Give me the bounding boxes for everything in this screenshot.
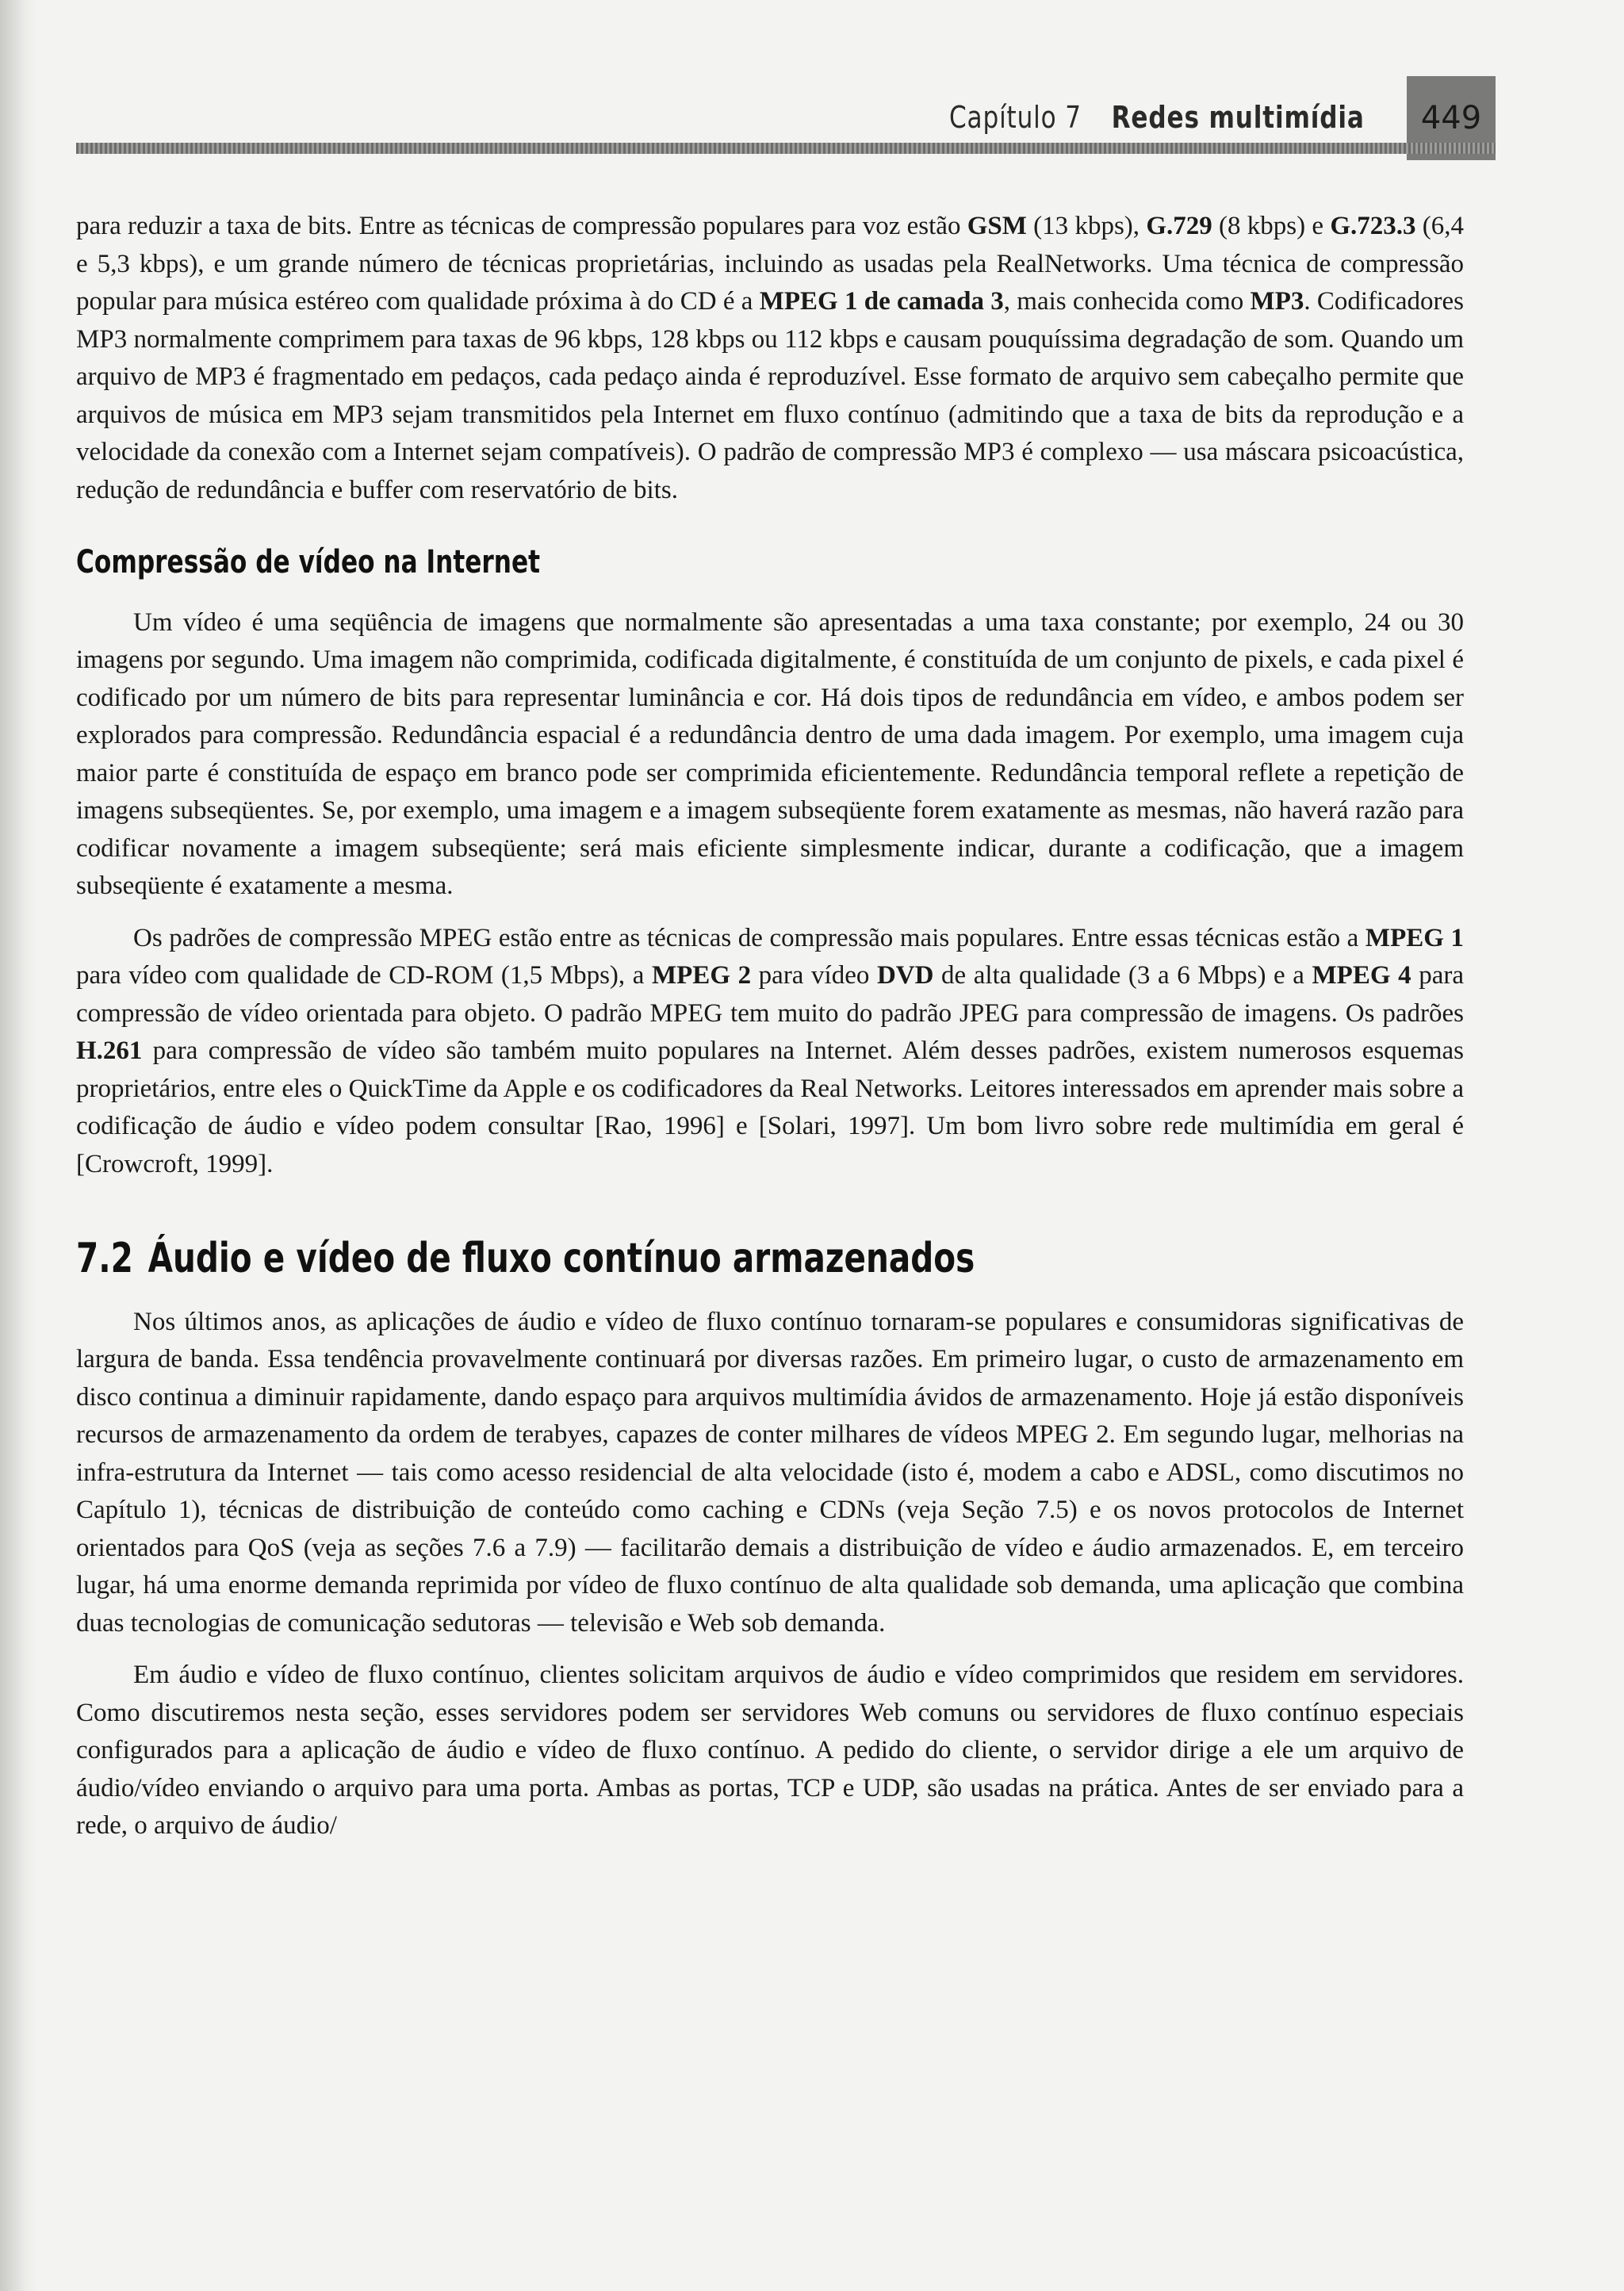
paragraph-mpeg-standards	[76, 920, 1464, 1184]
bold-term: DVD	[876, 961, 934, 990]
text-run: para compressão de vídeo são também muito populares na Internet. Além desses padrões, existem numerosos esquemas proprietários, entre eles o QuickTime da Apple e os codificadores da Real Networks. Leitores interessados em aprender mais sobre a codificação de áudio e vídeo podem consultar [Rao, 1996] e [Solari, 1997]. Um bom livro sobre rede multimídia em geral é [Crowcroft, 1999].	[76, 1036, 1464, 1178]
text-run: Um vídeo é uma seqüência de imagens que normalmente são apresentadas a uma taxa constante; por exemplo, 24 ou 30 imagens por segundo. Uma imagem não comprimida, codificada digitalmente, é constituída de um conjunto de pixels, e cada pixel é codificado por um número de bits para representar luminância e cor. Há dois tipos de redundância em vídeo, e ambos podem ser explorados para compressão. Redundância espacial é a redundância dentro de uma dada imagem. Por exemplo, uma imagem cuja maior parte é constituída de espaço em branco pode ser comprimida eficientemente. Redundância temporal reflete a repetição de imagens subseqüentes. Se, por exemplo, uma imagem e a imagem subseqüente forem exatamente as mesmas, não haverá razão para codificar novamente a imagem subseqüente; será mais eficiente simplesmente indicar, durante a codificação, que a imagem subseqüente é exatamente a mesma.	[76, 607, 1464, 900]
bold-term: MPEG 4	[1312, 961, 1411, 990]
section-number: 7.2	[76, 1235, 133, 1282]
text-run: para compressão de vídeo orientada para objeto. O padrão MPEG tem muito do padrão JPEG para compressão de imagens. Os padrões	[76, 961, 1464, 1028]
text-run: de alta qualidade (3 a 6 Mbps) e a	[933, 961, 1312, 990]
text-run: (13 kbps),	[1026, 212, 1147, 240]
running-head	[76, 97, 1496, 152]
text-run: . Codificadores MP3 normalmente comprimem para taxas de 96 kbps, 128 kbps ou 112 kbps e causam pouquíssima degradação de som. Quando um arquivo de MP3 é fragmentado em pedaços, cada pedaço ainda é reproduzível. Esse formato de arquivo sem cabeçalho permite que arquivos de música em MP3 sejam transmitidos pela Internet em fluxo contínuo (admitindo que a taxa de bits da reprodução e a velocidade da conexão com a Internet sejam compatíveis). O padrão de compressão MP3 é complexo — usa máscara psicoacústica, redução de redundância e buffer com reservatório de bits.	[76, 287, 1464, 504]
section-label: Redes multimídia	[1111, 100, 1365, 135]
text-run: (6,4 e 5,3 kbps), e um grande número de técnicas proprietárias, incluindo as usadas pela RealNetworks. Uma técnica de compressão popular para música estéreo com qualidade próxima à do CD é a	[76, 212, 1464, 316]
text-run: Os padrões de compressão MPEG estão entre as técnicas de compressão mais populares. Entre essas técnicas estão a	[133, 923, 1365, 952]
text-run: Em áudio e vídeo de fluxo contínuo, clientes solicitam arquivos de áudio e vídeo comprimidos que residem em servidores. Como discutiremos nesta seção, esses servidores podem ser servidores Web comuns ou servidores de fluxo contínuo especiais configurados para a aplicação de áudio e vídeo de fluxo contínuo. A pedido do cliente, o servidor dirige a ele um arquivo de áudio/vídeo enviando o arquivo para uma porta. Ambas as portas, TCP e UDP, são usadas na prática. Antes de ser enviado para a rede, o arquivo de áudio/	[76, 1661, 1464, 1840]
running-head-text	[949, 100, 1365, 135]
section-heading	[76, 1235, 1159, 1282]
bold-term: H.261	[76, 1036, 143, 1065]
bold-term: GSM	[967, 212, 1027, 240]
page-edge-shadow	[0, 0, 36, 2291]
chapter-label: Capítulo 7	[949, 100, 1082, 135]
text-run: para reduzir a taxa de bits. Entre as técnicas de compressão populares para voz estão	[76, 212, 967, 240]
bold-term: MP3	[1250, 287, 1304, 316]
paragraph-streaming-clients	[76, 1657, 1464, 1845]
page-body	[76, 208, 1464, 1845]
bold-term: G.729	[1146, 212, 1212, 240]
text-run: para vídeo com qualidade de CD-ROM (1,5 Mbps), a	[76, 961, 652, 990]
header-rule	[76, 143, 1496, 154]
bold-term: MPEG 2	[652, 961, 752, 990]
bold-term: G.723.3	[1330, 212, 1416, 240]
section-title: Áudio e vídeo de fluxo contínuo armazenados	[147, 1235, 975, 1282]
text-run: (8 kbps) e	[1212, 212, 1331, 240]
paragraph-video-redundancy	[76, 604, 1464, 906]
bold-term: MPEG 1	[1365, 923, 1464, 952]
text-run: Nos últimos anos, as aplicações de áudio e vídeo de fluxo contínuo tornaram-se populares e consumidoras significativas de largura de banda. Essa tendência provavelmente continuará por diversas razões. Em primeiro lugar, o custo de armazenamento em disco continua a diminuir rapidamente, dando espaço para arquivos multimídia ávidos de armazenamento. Hoje já estão disponíveis recursos de armazenamento da ordem de terabyes, capazes de conter milhares de vídeos MPEG 2. Em segundo lugar, melhorias na infra-estrutura da Internet — tais como acesso residencial de alta velocidade (isto é, modem a cabo e ADSL, como discutimos no Capítulo 1), técnicas de distribuição de conteúdo como caching e CDNs (veja Seção 7.5) e os novos protocolos de Internet orientados para QoS (veja as seções 7.6 a 7.9) — facilitarão demais a distribuição de vídeo e áudio armazenados. E, em terceiro lugar, há uma enorme demanda reprimida por vídeo de fluxo contínuo de alta qualidade sob demanda, uma aplicação que combina duas tecnologias de comunicação sedutoras — televisão e Web sob demanda.	[76, 1307, 1464, 1638]
paragraph-streaming-trends	[76, 1304, 1464, 1643]
text-run: , mais conhecida como	[1003, 287, 1251, 316]
subsection-heading: Compressão de vídeo na Internet	[76, 544, 541, 580]
bold-term: MPEG 1 de camada 3	[759, 287, 1004, 316]
text-run: para vídeo	[751, 961, 877, 990]
page-number: 449	[1407, 76, 1496, 160]
paragraph-audio-compression	[76, 208, 1464, 509]
